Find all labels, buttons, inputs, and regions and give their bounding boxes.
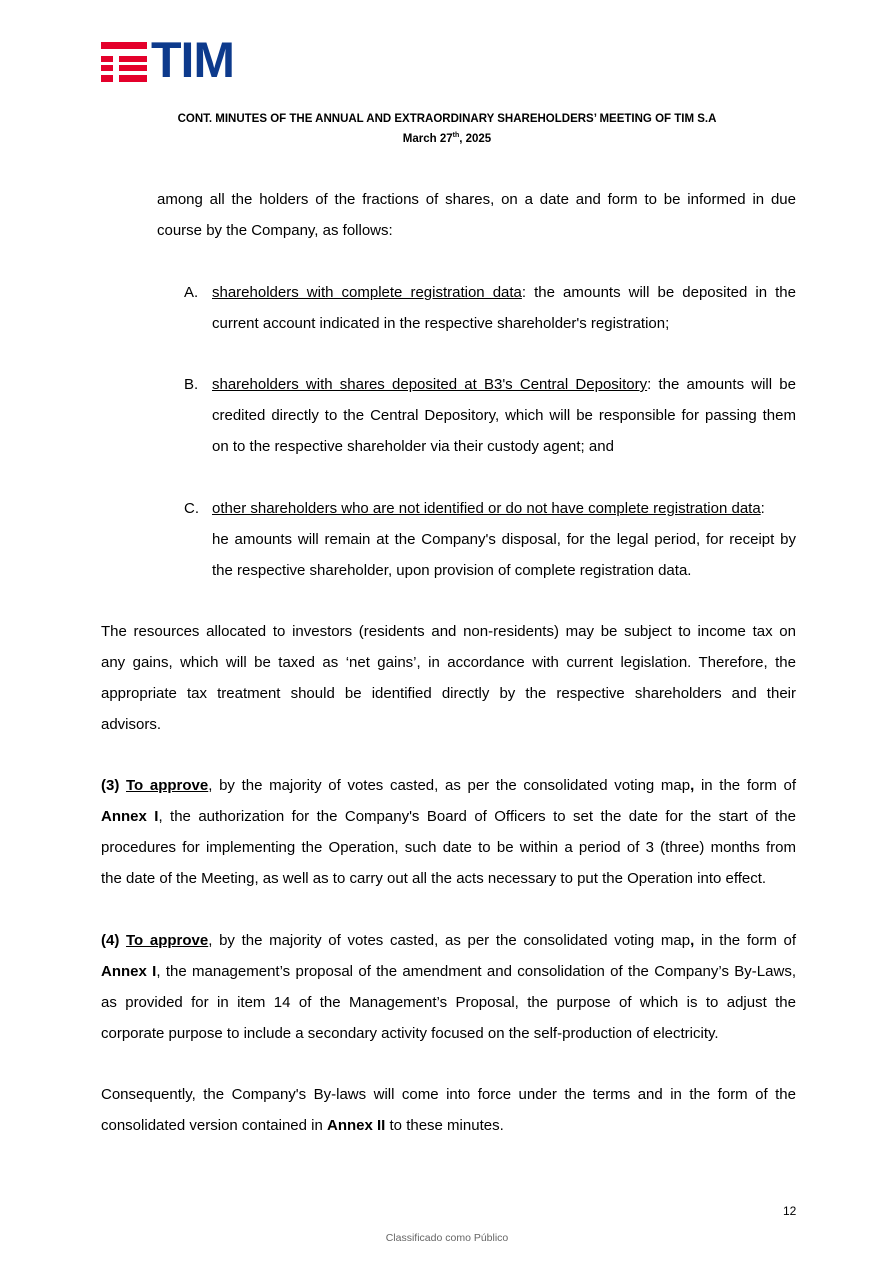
list-marker-c: C. (184, 500, 199, 517)
tim-logo-text: TIM (151, 32, 235, 88)
resources-paragraph: The resources allocated to investors (residents and non-residents) may be subject to income tax on any gains, which will be taxed as ‘net gains’, in accordance with current legislation. Therefore, the appropriate tax treatment should be identified directly by the respective shareholders and their advisors. (101, 623, 796, 733)
document-date: March 27th, 2025 (402, 132, 492, 145)
consequently-paragraph: Consequently, the Company's By-laws will come into force under the terms and in the form of the consolidated version contained in Annex II to these minutes. (101, 1086, 796, 1134)
tim-logo (101, 32, 235, 88)
page-number: 12 (783, 1204, 797, 1218)
item-4-paragraph: (4) To approve, by the majority of votes casted, as per the consolidated voting map, in the form of Annex I, the management’s proposal of the amendment and consolidation of the Company’s By-Laws, as provided for in item 14 of the Management’s Proposal, the purpose of which is to adjust the corporate purpose to include a secondary activity focused on the self-production of electricity. (101, 932, 796, 1042)
list-item-c: other shareholders who are not identified or do not have complete registration data: he amounts will remain at the Company's disposal, for the legal period, for receipt by the respective shareholder, upon provision of complete registration data. (212, 500, 796, 579)
list-marker-a: A. (184, 284, 199, 301)
tim-logo-mark-icon (101, 42, 147, 82)
list-marker-b: B. (184, 376, 199, 393)
classification-label: Classificado como Público (385, 1232, 509, 1244)
list-item-a: shareholders with complete registration data: the amounts will be deposited in the current account indicated in the respective shareholder's registration; (212, 284, 796, 332)
document-title: CONT. MINUTES OF THE ANNUAL AND EXTRAORDINARY SHAREHOLDERS’ MEETING OF TIM S.A (177, 113, 717, 125)
list-item-b: shareholders with shares deposited at B3's Central Depository: the amounts will be credited directly to the Central Depository, which will be responsible for passing them on to the respective shareholder via their custody agent; and (212, 376, 796, 455)
intro-paragraph: among all the holders of the fractions of shares, on a date and form to be informed in due course by the Company, as follows: (157, 191, 796, 239)
item-3-paragraph: (3) To approve, by the majority of votes casted, as per the consolidated voting map, in the form of Annex I, the authorization for the Company's Board of Officers to set the date for the start of the procedures for implementing the Operation, such date to be within a period of 3 (three) months from the date of the Meeting, as well as to carry out all the acts necessary to put the Operation into effect. (101, 777, 796, 887)
